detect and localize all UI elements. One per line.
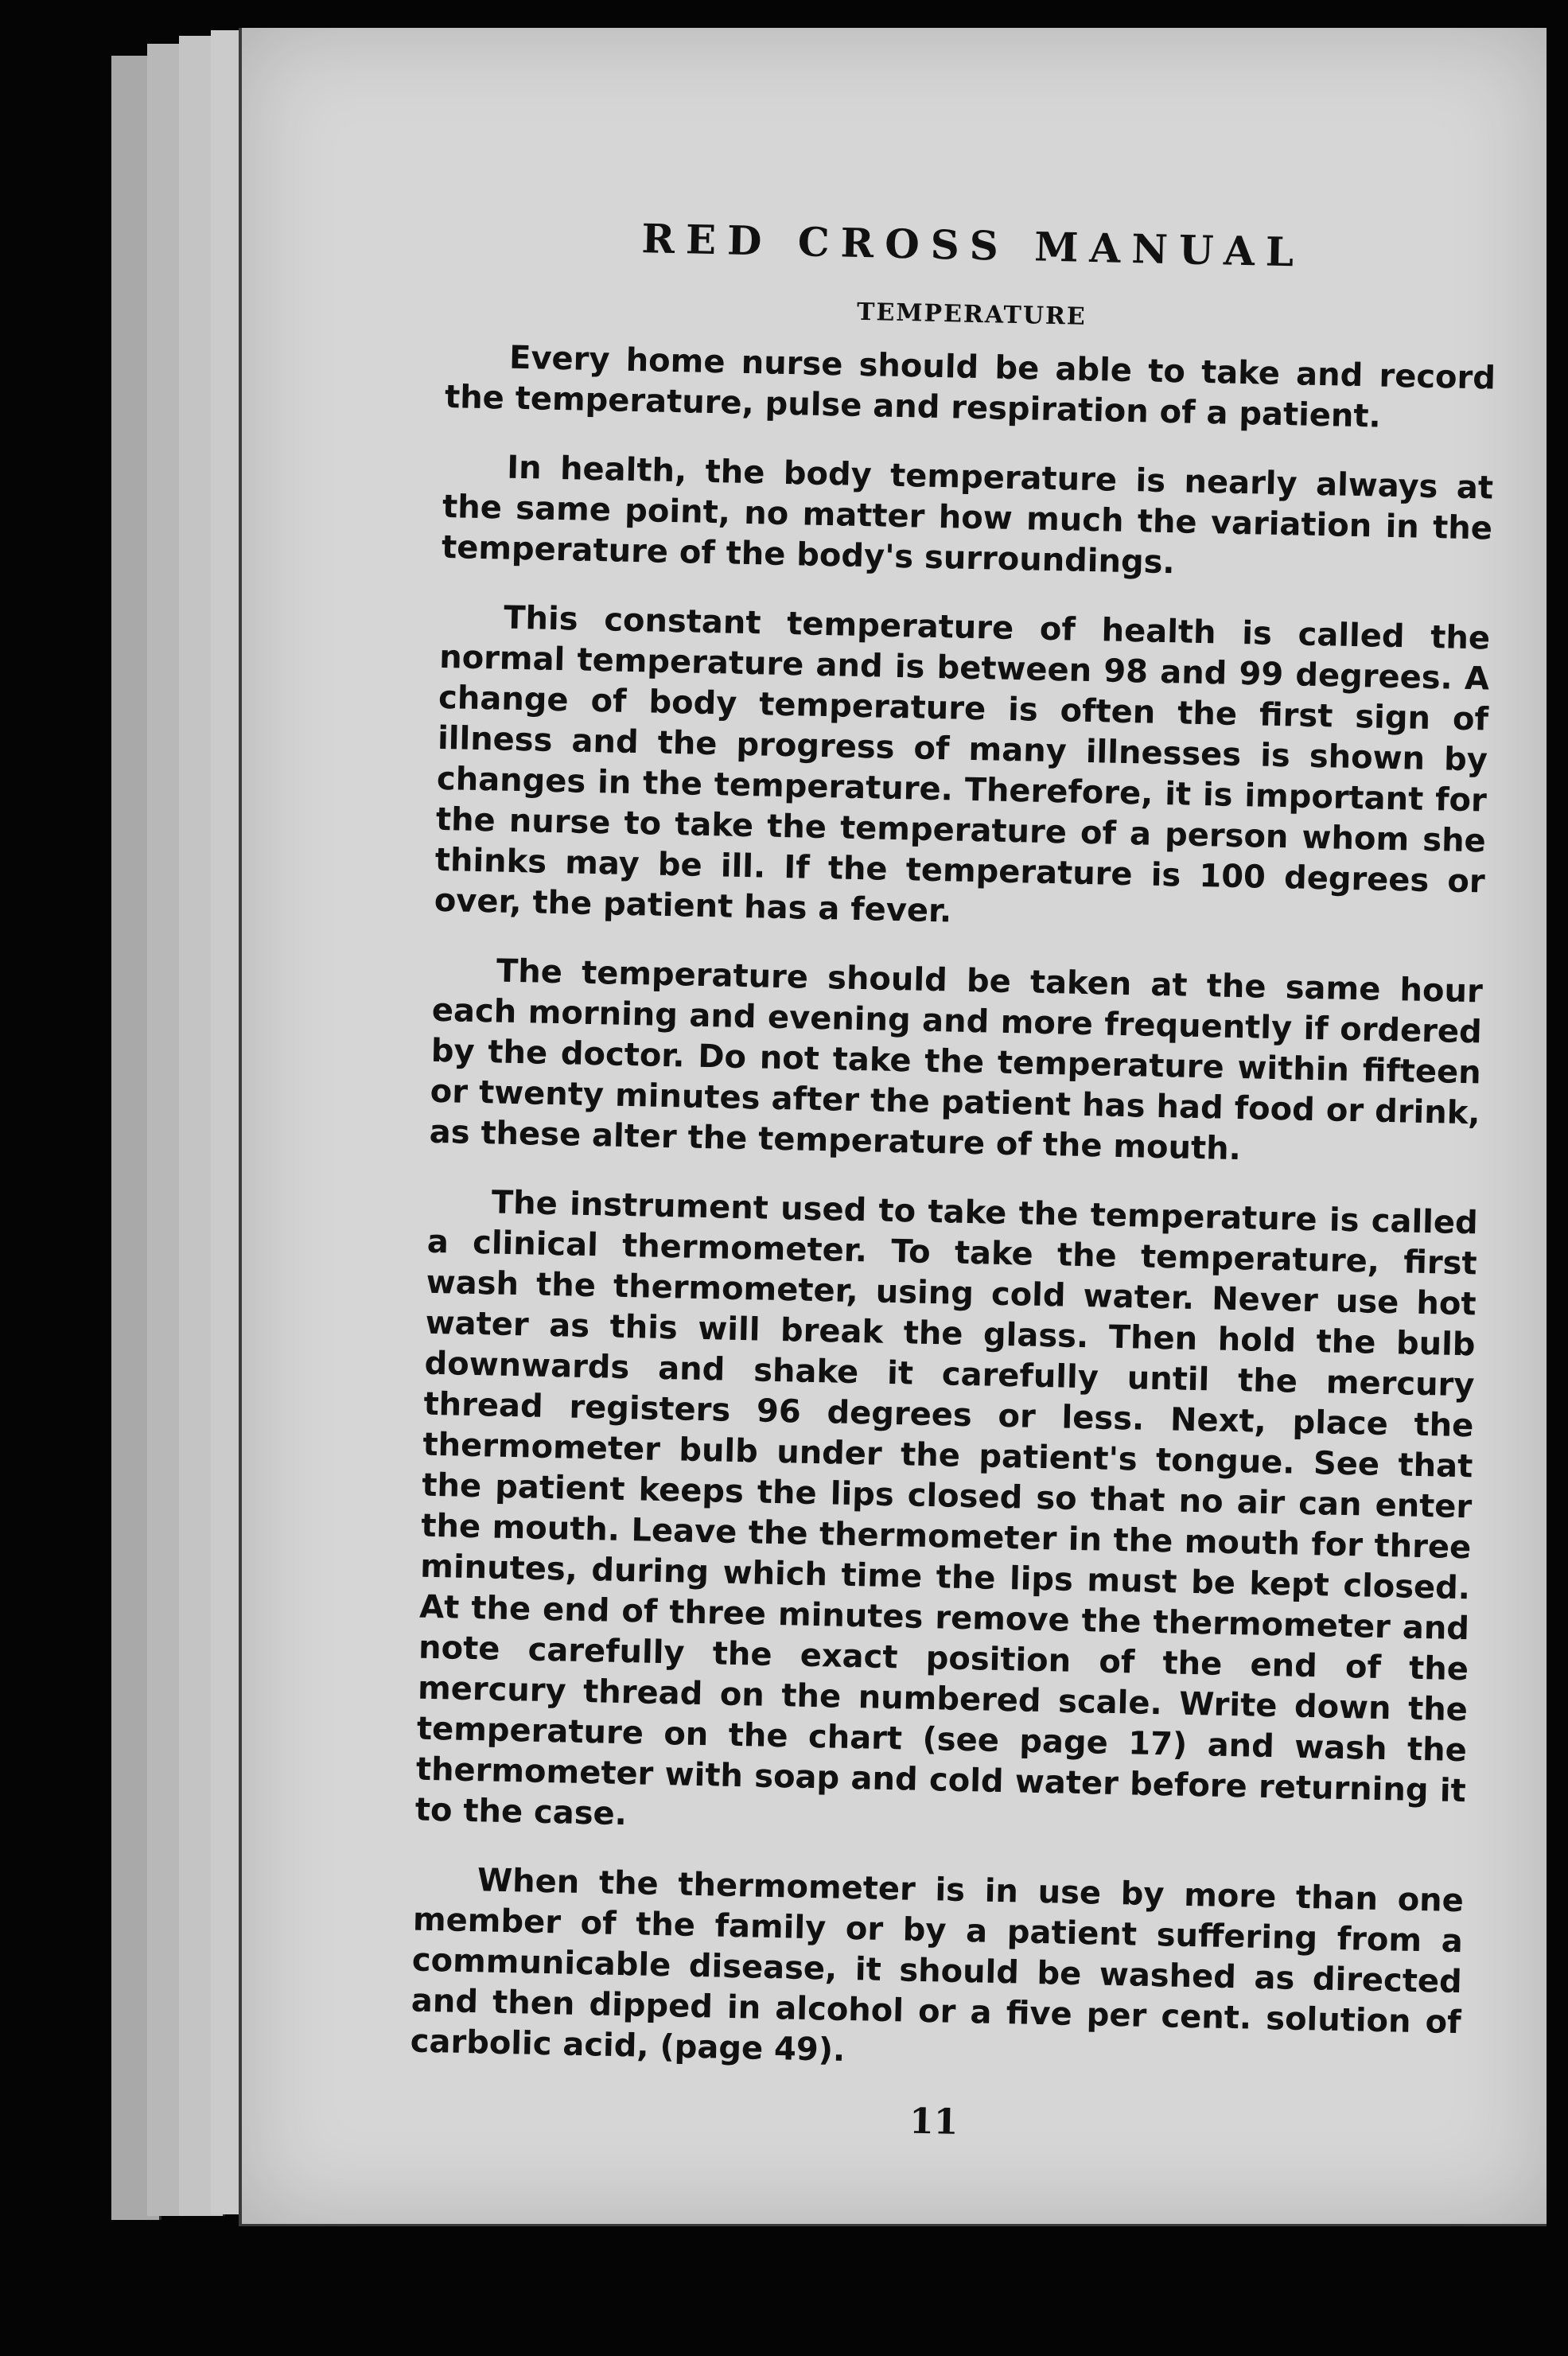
- paragraph: When the thermometer is in use by more than one member of the family or by a patient suffering from a communicable disease, it should be washed as directed and then dipped in alcohol or a five per cent. solution of carbolic acid, (page 49).: [410, 1862, 1465, 2069]
- paragraph: This constant temperature of health is called the normal temperature and is between 98 and 99 degrees. A change of body temperature is often the first sign of illness and the progress of many illnesses is shown by changes in the temperature. Therefore, it is important for the nurse to take the temperature of a person whom she thinks may be ill. If the temperature is 100 degrees or over, the patient has a fever.: [434, 599, 1491, 930]
- page-number: 11: [909, 2101, 959, 2143]
- running-head: RED CROSS MANUAL: [640, 215, 1305, 276]
- book-page: [239, 28, 1547, 2226]
- paragraph: Every home nurse should be able to take and record the temperature, pulse and respiration of a patient.: [444, 339, 1496, 435]
- section-title: TEMPERATURE: [856, 298, 1087, 331]
- paragraph: In health, the body temperature is nearly always at the same point, no matter how much the variation in the temperature of the body's surroundings.: [441, 449, 1494, 582]
- page-content: [408, 211, 1498, 2153]
- paragraph: The temperature should be taken at the same hour each morning and evening and more frequently if ordered by the doctor. Do not take the temperature within fifteen or twenty minutes after the patient has had food or drink, as these alter the temperature of the mouth.: [429, 952, 1484, 1168]
- paragraph: The instrument used to take the temperature is called a clinical thermometer. To take the temperature, first wash the thermometer, using cold water. Never use hot water as this will break the glass. Then hold the bulb downwards and shake it carefully until the mercury thread registers 96 degrees or less. Next, place the thermometer bulb under the patient's tongue. See that the patient keeps the lips closed so that no air can enter the mouth. Leave the thermometer in the mouth for three minutes, during which time the lips must be kept closed. At the end of three minutes remove the thermometer and note carefully the exact position of the end of the mercury thread on the numbered scale. Write down the temperature on the chart (see page 17) and wash the thermometer with soap and cold water before returning it to the case.: [414, 1184, 1479, 1833]
